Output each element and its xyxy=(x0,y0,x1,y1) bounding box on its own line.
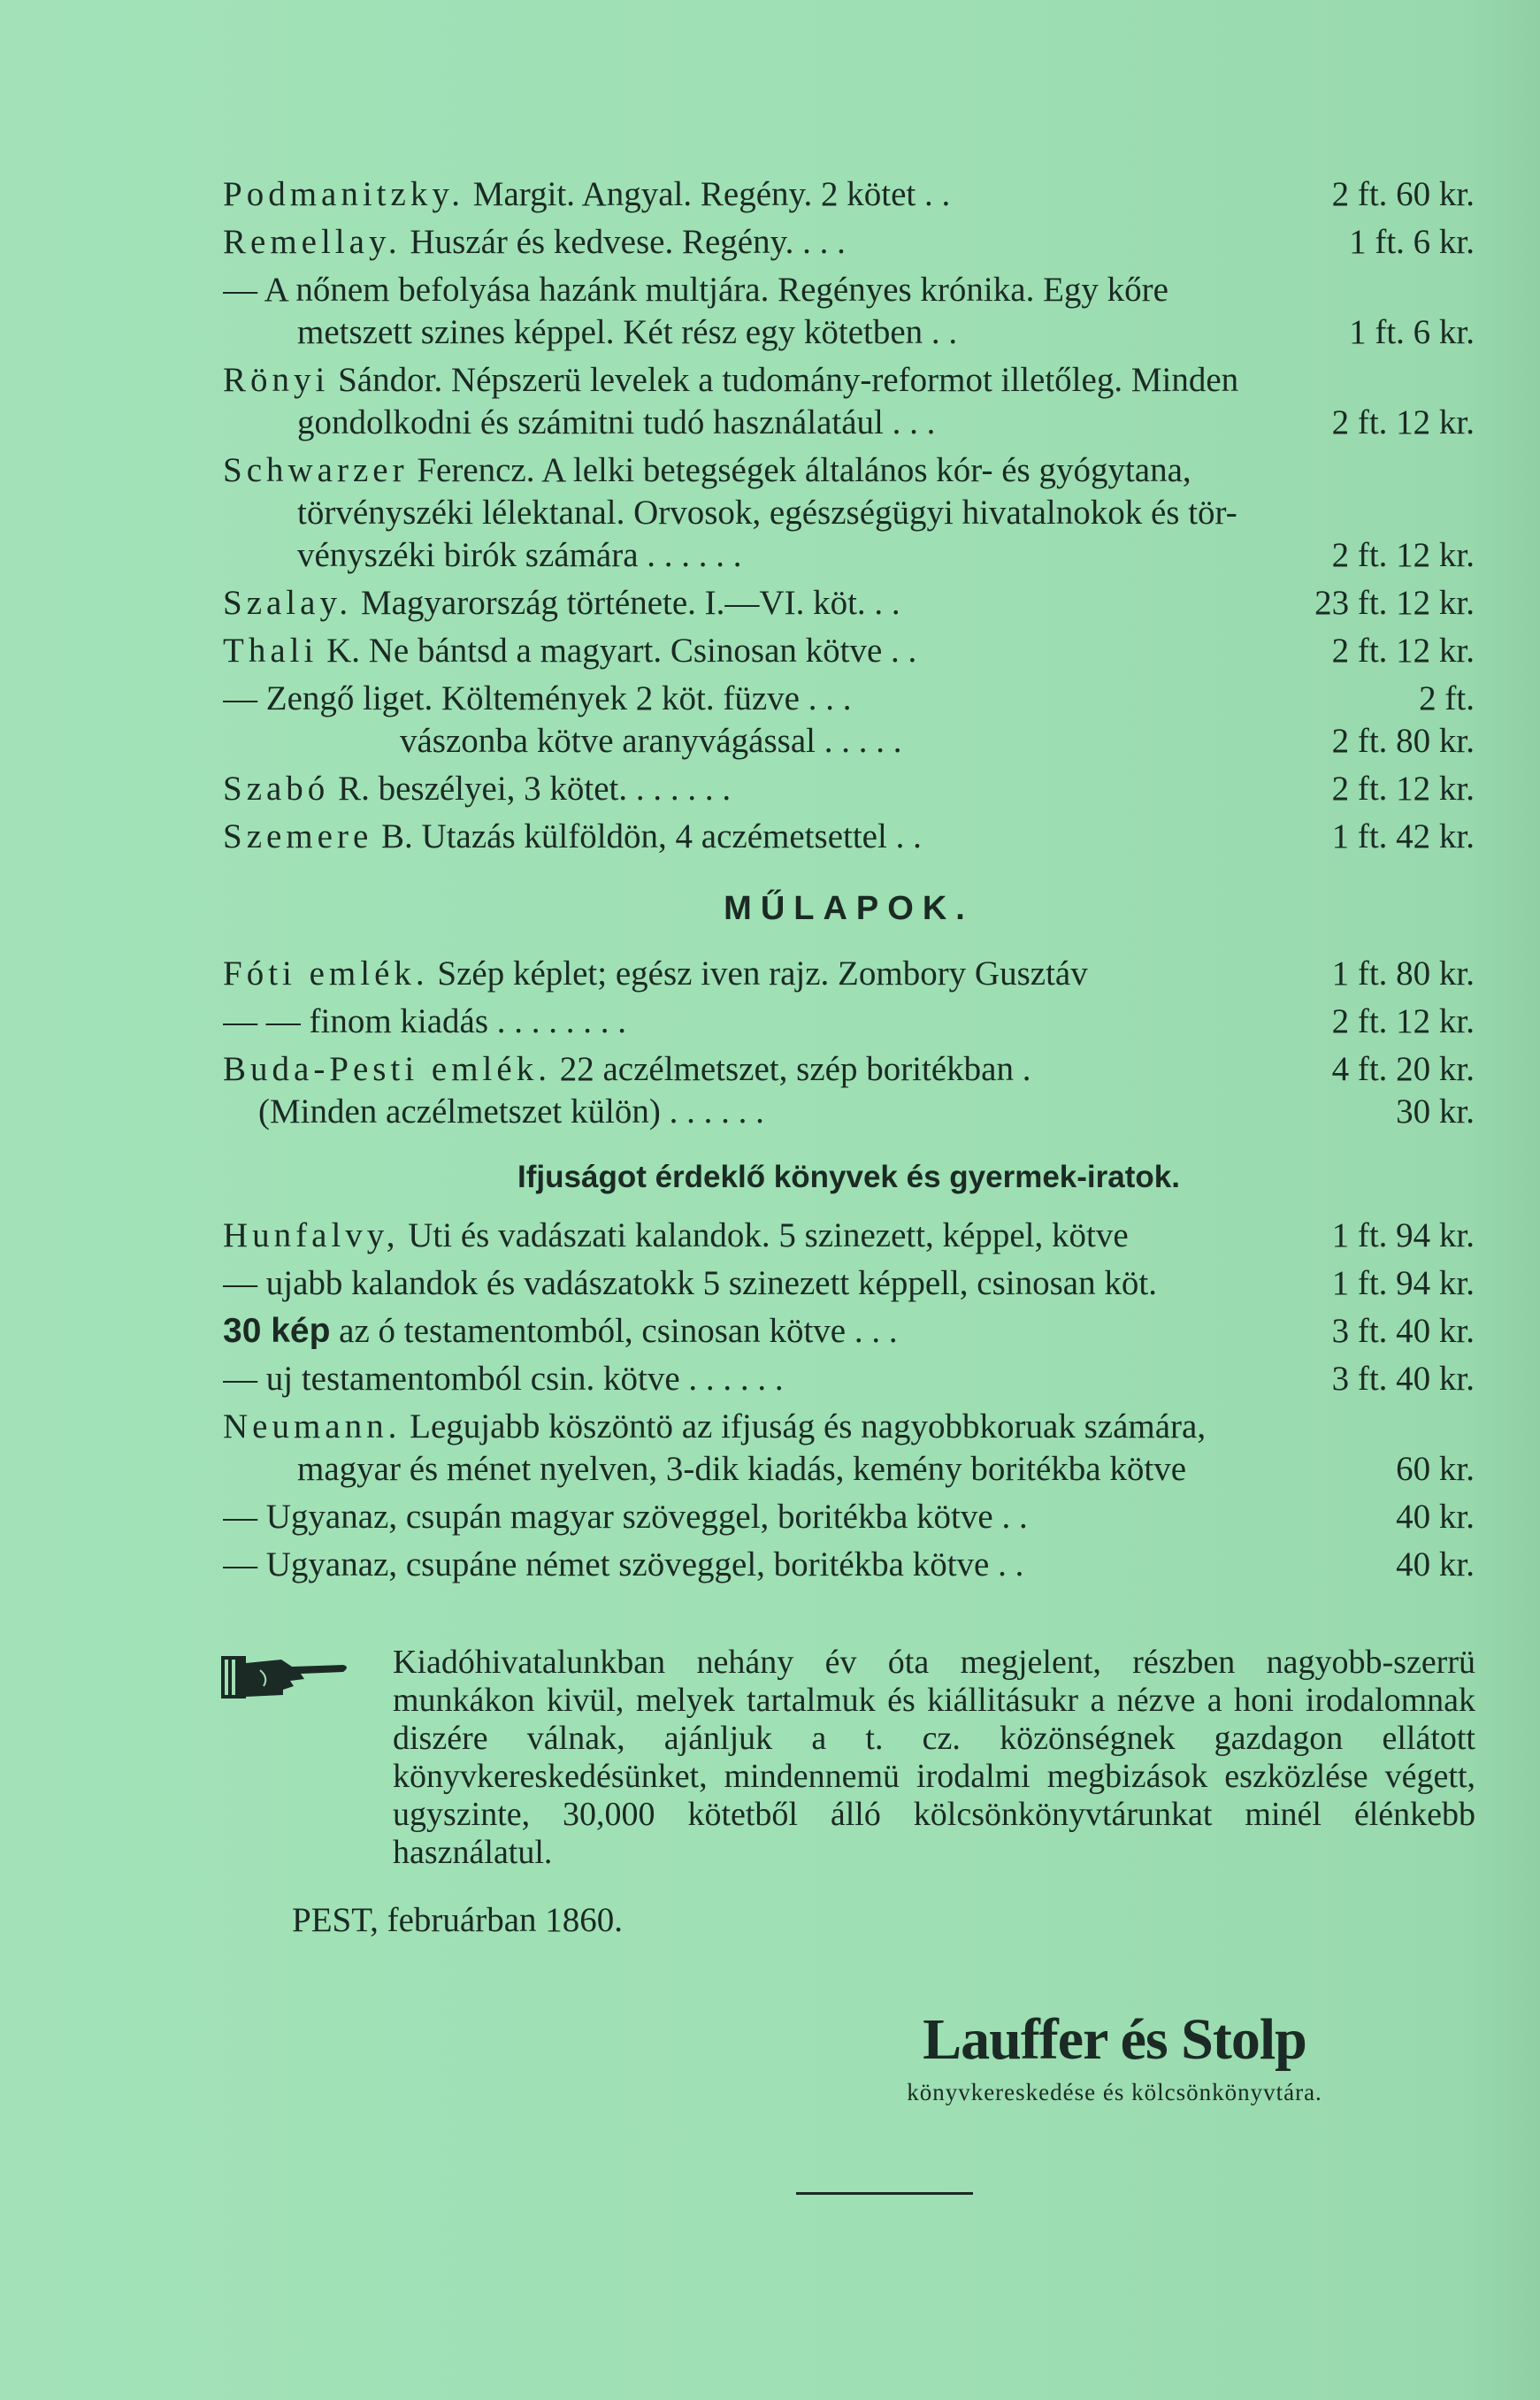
entry-price: 3 ft. 40 kr. xyxy=(1331,1312,1475,1350)
entry-author: Neumann. xyxy=(223,1407,402,1445)
section-heading-youth-books: Ifjuságot érdeklő könyvek és gyermek-iratok. xyxy=(517,1160,1180,1194)
entry-author: Hunfalvy, xyxy=(223,1216,400,1254)
entry-text xyxy=(297,402,935,444)
entry-price: 2 ft. 12 kr. xyxy=(1331,632,1475,670)
entry-line xyxy=(223,582,1475,625)
entry-line xyxy=(223,449,1475,492)
entry-text xyxy=(223,359,1238,402)
catalogue-entry xyxy=(223,1048,1475,1133)
entry-title: — Ugyanaz, csupáne német szöveggel, boritékba kötve . . xyxy=(223,1545,1024,1583)
youth-books-list xyxy=(223,1215,1475,1586)
entry-title: — Ugyanaz, csupán magyar szöveggel, boritékba kötve . . xyxy=(223,1498,1028,1536)
entry-text xyxy=(223,1310,898,1353)
section-heading-mulapok: MŰLAPOK. xyxy=(724,890,974,927)
entry-line xyxy=(223,534,1475,577)
entry-price: 3 ft. 40 kr. xyxy=(1331,1360,1475,1398)
catalogue-entry xyxy=(223,1215,1475,1257)
entry-price: 4 ft. 20 kr. xyxy=(1331,1050,1475,1088)
entry-author: Szalay. xyxy=(223,584,353,622)
entry-title: — Zengő liget. Költemények 2 köt. füzve . . . xyxy=(223,679,852,717)
entry-title: (Minden aczélmetszet külön) . . . . . . xyxy=(258,1093,764,1131)
entry-title: magyar és ménet nyelven, 3-dik kiadás, kemény boritékba kötve xyxy=(297,1450,1187,1488)
publisher-name: Lauffer és Stolp xyxy=(923,2007,1306,2072)
entry-text xyxy=(223,1358,784,1400)
entry-line xyxy=(223,311,1475,354)
entry-title: az ó testamentomból, csinosan kötve . . . xyxy=(330,1312,898,1350)
catalogue-entry xyxy=(223,582,1475,625)
entry-price: 23 ft. 12 kr. xyxy=(1314,584,1475,622)
entry-line xyxy=(223,269,1475,311)
entry-text xyxy=(400,720,901,763)
catalogue-entry xyxy=(223,1358,1475,1400)
entry-price: 2 ft. 12 kr. xyxy=(1331,536,1475,574)
pointing-hand-icon xyxy=(219,1651,352,1704)
publisher-imprint xyxy=(796,2006,1433,2106)
art-prints-list xyxy=(223,953,1475,1133)
entry-line xyxy=(223,816,1475,858)
entry-price: 40 kr. xyxy=(1396,1545,1475,1583)
catalogue-entry xyxy=(223,221,1475,264)
catalogue-entry xyxy=(223,359,1475,444)
entry-line xyxy=(223,768,1475,810)
entry-line xyxy=(223,492,1475,534)
entry-text xyxy=(223,768,731,810)
entry-title: — A nőnem befolyása hazánk multjára. Regényes krónika. Egy kőre xyxy=(223,271,1168,309)
entry-price: 1 ft. 6 kr. xyxy=(1349,223,1475,261)
catalogue-entry xyxy=(223,678,1475,763)
entry-line xyxy=(223,1091,1475,1133)
book-catalogue xyxy=(223,173,1475,1586)
entry-line xyxy=(223,402,1475,444)
catalogue-entry xyxy=(223,630,1475,672)
entry-text xyxy=(223,1544,1023,1586)
entry-text xyxy=(297,311,957,354)
entry-price: 2 ft. 12 kr. xyxy=(1331,770,1475,808)
entry-title: Sándor. Népszerü levelek a tudomány-reformot illetőleg. Minden xyxy=(329,361,1239,399)
entry-text xyxy=(223,1262,1157,1305)
entry-title: K. Ne bántsd a magyart. Csinosan kötve . . xyxy=(318,632,917,670)
entry-text xyxy=(223,269,1168,311)
entry-title: vényszéki birók számára . . . . . . xyxy=(297,536,742,574)
catalogue-entry xyxy=(223,768,1475,810)
entry-text xyxy=(223,953,1088,995)
entry-line xyxy=(223,1358,1475,1400)
entry-title: Huszár és kedvese. Regény. . . . xyxy=(401,223,846,261)
entry-line xyxy=(223,173,1475,216)
entry-line xyxy=(223,1215,1475,1257)
entry-author: Remellay. xyxy=(223,223,402,261)
entry-title: R. beszélyei, 3 kötet. . . . . . . xyxy=(329,770,732,808)
entry-title: vászonba kötve aranyvágással . . . . . xyxy=(400,722,902,760)
entry-author: Thali xyxy=(223,632,318,670)
entry-line xyxy=(223,1448,1475,1491)
entry-text xyxy=(223,173,950,216)
entry-text xyxy=(223,449,1191,492)
entry-price: 30 kr. xyxy=(1396,1093,1475,1131)
entry-price: 60 kr. xyxy=(1396,1450,1475,1488)
entry-author: Buda-Pesti emlék. xyxy=(223,1050,551,1088)
entry-title: Legujabb köszöntö az ifjuság és nagyobbkoruak számára, xyxy=(401,1407,1207,1445)
entry-line xyxy=(223,678,1475,720)
entry-text xyxy=(223,630,916,672)
entry-text xyxy=(223,1001,626,1043)
entry-price: 2 ft. xyxy=(1419,679,1475,717)
entry-author: Schwarzer xyxy=(223,451,409,489)
entry-price: 1 ft. 94 kr. xyxy=(1331,1216,1475,1254)
entry-text xyxy=(258,1091,764,1133)
entry-author: Rönyi xyxy=(223,361,330,399)
entry-line xyxy=(223,630,1475,672)
entry-text xyxy=(223,1496,1028,1538)
closing-rule xyxy=(796,2192,973,2195)
entry-price: 2 ft. 80 kr. xyxy=(1331,722,1475,760)
catalogue-entry xyxy=(223,269,1475,354)
entry-author: Szabó xyxy=(223,770,330,808)
notice-paragraph: Kiadóhivatalunkban nehány év óta megjelent, részben nagyobb-szerrü munkákon kivül, melyek tartalmuk és kiállitásukr a nézve a honi irodalomnak diszére válnak, ajánljuk a t. cz. közönségnek gazdagon ellátott könyvkereskedésünket, mindennemü irodalmi megbizások eszközlése végett, ugyszinte, 30,000 kötetből álló kölcsönkönyvtárunkat minél élénkebb használatul. xyxy=(393,1644,1475,1871)
entry-price: 2 ft. 12 kr. xyxy=(1331,403,1475,441)
entry-title: gondolkodni és számitni tudó használatául . . . xyxy=(297,403,936,441)
catalogue-entry xyxy=(223,1406,1475,1491)
publisher-notice xyxy=(219,1644,1475,1872)
entry-author: Szemere xyxy=(223,817,373,855)
entry-text xyxy=(223,1048,1030,1091)
entry-author: Podmanitzky. xyxy=(223,175,465,213)
catalogue-entry xyxy=(223,953,1475,995)
entry-text xyxy=(223,1215,1129,1257)
entry-title: — uj testamentomból csin. kötve . . . . . . xyxy=(223,1360,784,1398)
catalogue-entry xyxy=(223,1262,1475,1305)
entry-text xyxy=(223,678,852,720)
entry-line xyxy=(223,1001,1475,1043)
catalogue-entry xyxy=(223,816,1475,858)
entry-line xyxy=(223,1496,1475,1538)
entry-title: — — finom kiadás . . . . . . . . xyxy=(223,1002,627,1040)
entry-author: Fóti emlék. xyxy=(223,955,429,993)
entry-text xyxy=(223,1406,1206,1448)
entry-price: 1 ft. 42 kr. xyxy=(1331,817,1475,855)
entry-line xyxy=(223,1262,1475,1305)
entry-text xyxy=(223,582,900,625)
entry-title: — ujabb kalandok és vadászatokk 5 szinezett képpell, csinosan köt. xyxy=(223,1264,1157,1302)
entry-price: 1 ft. 80 kr. xyxy=(1331,955,1475,993)
entry-line xyxy=(223,720,1475,763)
entry-line xyxy=(223,1544,1475,1586)
entry-price: 1 ft. 6 kr. xyxy=(1349,313,1475,351)
entry-line xyxy=(223,1048,1475,1091)
entry-title: metszett szines képpel. Két rész egy kötetben . . xyxy=(297,313,958,351)
entry-price: 2 ft. 60 kr. xyxy=(1331,175,1475,213)
entry-text xyxy=(223,816,922,858)
entry-title: Uti és vadászati kalandok. 5 szinezett, képpel, kötve xyxy=(399,1216,1129,1254)
entry-text xyxy=(297,534,742,577)
entry-author: 30 kép xyxy=(223,1312,331,1350)
entry-title: Ferencz. A lelki betegségek általános kór- és gyógytana, xyxy=(408,451,1191,489)
entry-price: 2 ft. 12 kr. xyxy=(1331,1002,1475,1040)
entry-title: törvényszéki lélektanal. Orvosok, egészségügyi hivatalnokok és tör- xyxy=(297,494,1237,532)
publisher-subtitle: könyvkereskedése és kölcsönkönyvtára. xyxy=(907,2079,1322,2105)
entry-line xyxy=(223,953,1475,995)
entry-line xyxy=(223,1310,1475,1353)
catalogue-entry xyxy=(223,1001,1475,1043)
catalogue-entry xyxy=(223,1496,1475,1538)
book-list xyxy=(223,173,1475,858)
entry-text xyxy=(223,221,846,264)
entry-title: Magyarország története. I.—VI. köt. . . xyxy=(352,584,900,622)
catalogue-entry xyxy=(223,1310,1475,1353)
entry-title: Margit. Angyal. Regény. 2 kötet . . xyxy=(464,175,951,213)
entry-title: Szép képlet; egész iven rajz. Zombory Gusztáv xyxy=(428,955,1088,993)
entry-text xyxy=(297,1448,1186,1491)
catalogue-entry xyxy=(223,173,1475,216)
dateline: PEST, februárban 1860. xyxy=(292,1901,624,1939)
catalogue-entry xyxy=(223,1544,1475,1586)
entry-price: 40 kr. xyxy=(1396,1498,1475,1536)
entry-price: 1 ft. 94 kr. xyxy=(1331,1264,1475,1302)
entry-line xyxy=(223,359,1475,402)
entry-title: B. Utazás külföldön, 4 aczémetsettel . . xyxy=(372,817,922,855)
entry-line xyxy=(223,1406,1475,1448)
catalogue-entry xyxy=(223,449,1475,577)
entry-line xyxy=(223,221,1475,264)
entry-title: 22 aczélmetszet, szép boritékban . xyxy=(550,1050,1031,1088)
entry-text xyxy=(297,492,1237,534)
